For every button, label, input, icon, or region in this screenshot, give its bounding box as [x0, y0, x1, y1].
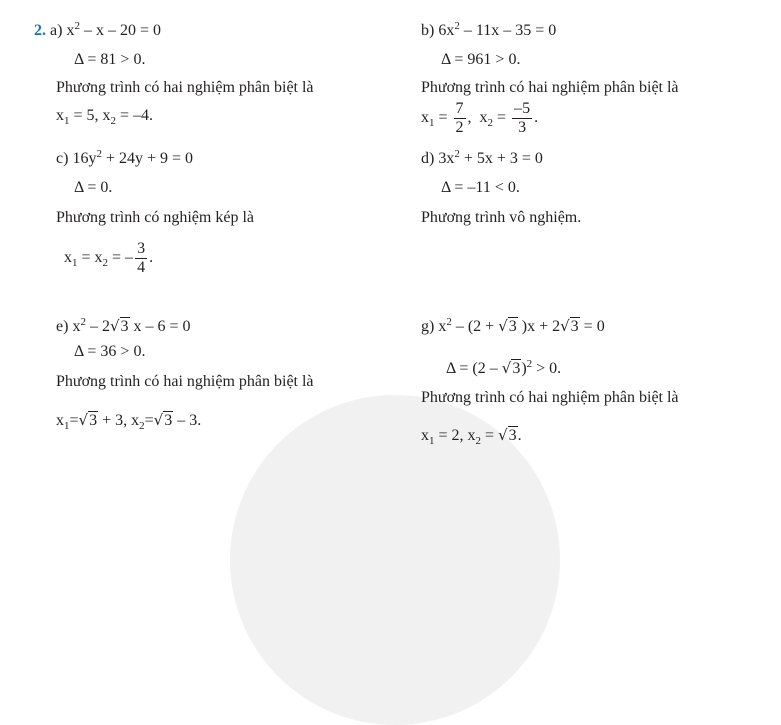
part-e-label: e): [56, 318, 69, 335]
part-d-delta: Δ = –11 < 0.: [441, 179, 520, 196]
background-watermark-circle: [230, 395, 560, 725]
part-e-roots: $x_1=√3 + 3$, $x_2=√3 - 3$.: [56, 411, 202, 432]
part-b-delta: Δ = 961 > 0.: [441, 51, 521, 68]
part-e-delta: Δ = 36 > 0.: [74, 343, 146, 360]
part-a-roots: $x_1 = 5$, $x_2 = -4$.: [56, 107, 154, 127]
part-g-conclusion: Phương trình có hai nghiệm phân biệt là: [421, 389, 679, 406]
part-b-equation: b) $6x^2 - 11x - 35 = 0$: [421, 20, 557, 39]
part-a-label: a): [50, 22, 63, 39]
part-b-conclusion: Phương trình có hai nghiệm phân biệt là: [421, 79, 679, 96]
part-c-delta: Δ = 0.: [74, 179, 113, 196]
part-c-equation: c) $16y^2 + 24y + 9 = 0$: [56, 148, 194, 167]
part-a-delta: Δ = 81 > 0.: [74, 51, 146, 68]
part-a-conclusion: Phương trình có hai nghiệm phân biệt là: [56, 79, 314, 96]
part-d-equation: d) $3x^2 + 5x + 3 = 0$: [421, 148, 543, 167]
part-c-conclusion: Phương trình có nghiệm kép là: [56, 209, 254, 226]
part-b-label: b): [421, 22, 435, 39]
part-c-roots: $x_1 = x_2$ = – $\frac{3}{4}$ .: [64, 240, 154, 276]
part-d-conclusion: Phương trình vô nghiệm.: [421, 209, 582, 226]
part-e-equation: e) $x^2 - 2√3$ x – 6 = 0: [56, 316, 191, 335]
part-c-root-fraction: $\frac{3}{4}$: [137, 240, 146, 276]
part-g-label: g): [421, 318, 435, 335]
part-b-x1-fraction: $\frac{7}{2}$: [455, 100, 464, 136]
part-b-x2-fraction: $\frac{-5}{3}$: [514, 100, 531, 136]
part-g-roots: $x_1 = 2$, $x_2 = √3$.: [421, 426, 522, 447]
part-a-equation: 2. a) $x^2 - x - 20 = 0$: [34, 20, 161, 39]
part-c-label: c): [56, 150, 69, 167]
part-g-equation: g) $x^2 - (2 + √3$ )x + 2√3 = 0: [421, 316, 605, 335]
part-e-conclusion: Phương trình có hai nghiệm phân biệt là: [56, 373, 314, 390]
part-g-delta: Δ = (2 – √3)$^2$ > 0.: [446, 358, 562, 377]
problem-number: 2.: [34, 22, 46, 39]
part-b-roots: $x_1$ = $\frac{7}{2}$ , $x_2$ = $\frac{-5}{3}$ .: [421, 100, 539, 136]
part-d-label: d): [421, 150, 435, 167]
